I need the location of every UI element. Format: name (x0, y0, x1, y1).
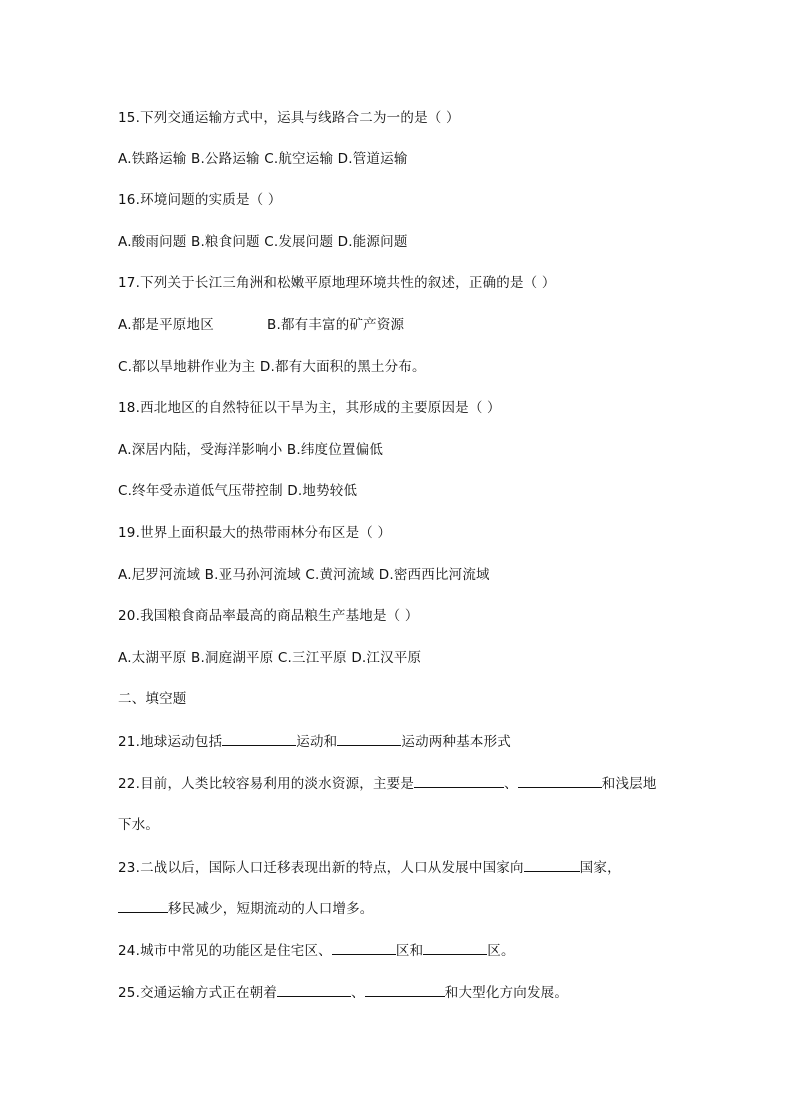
question-17-stem: 17.下列关于长江三角洲和松嫩平原地理环境共性的叙述，正确的是（ ） (118, 275, 556, 291)
question-19-options: A.尼罗河流域 B.亚马孙河流域 C.黄河流域 D.密西西比河流域 (118, 567, 490, 583)
question-17-option-b: B.都有丰富的矿产资源 (267, 317, 405, 333)
answer-blank[interactable] (337, 731, 401, 746)
question-22-text-1: 22.目前，人类比较容易利用的淡水资源，主要是 (118, 776, 415, 792)
question-17-options-cd: C.都以旱地耕作业为主 D.都有大面积的黑土分布。 (118, 359, 426, 375)
question-15-options: A.铁路运输 B.公路运输 C.航空运输 D.管道运输 (118, 151, 408, 167)
answer-blank[interactable] (518, 773, 602, 788)
question-24-text-3: 区。 (487, 943, 515, 959)
question-23-text-2: 国家， (579, 860, 621, 876)
answer-blank[interactable] (118, 898, 168, 913)
question-21-text-3: 运动两种基本形式 (401, 734, 511, 750)
question-15-stem: 15.下列交通运输方式中，运具与线路合二为一的是（ ） (118, 110, 460, 126)
question-23-text-3: 移民减少，短期流动的人口增多。 (168, 901, 374, 917)
answer-blank[interactable] (277, 982, 351, 997)
question-22-continued: 下水。 (118, 817, 160, 833)
question-22 (118, 773, 657, 794)
question-21-text-1: 21.地球运动包括 (118, 734, 223, 750)
question-17-option-a: A.都是平原地区 (118, 317, 214, 333)
question-20-options: A.太湖平原 B.洞庭湖平原 C.三江平原 D.江汉平原 (118, 650, 422, 666)
question-18-options-cd: C.终年受赤道低气压带控制 D.地势较低 (118, 483, 358, 499)
question-25 (118, 982, 568, 1003)
question-24-text-2: 区和 (395, 943, 424, 959)
question-22-text-3: 和浅层地 (601, 776, 657, 792)
answer-blank[interactable] (332, 940, 396, 955)
answer-blank[interactable] (423, 940, 487, 955)
question-24 (118, 940, 515, 961)
answer-blank[interactable] (365, 982, 445, 997)
question-16-stem: 16.环境问题的实质是（ ） (118, 192, 282, 208)
question-21-text-2: 运动和 (296, 734, 338, 750)
question-21 (118, 731, 511, 752)
question-23-text-1: 23.二战以后，国际人口迁移表现出新的特点，人口从发展中国家向 (118, 860, 524, 876)
question-25-text-2: 、 (351, 985, 365, 1001)
question-25-text-1: 25.交通运输方式正在朝着 (118, 985, 278, 1001)
answer-blank[interactable] (414, 773, 504, 788)
question-22-text-2: 、 (504, 776, 518, 792)
section-heading: 二、填空题 (118, 691, 187, 707)
question-25-text-3: 和大型化方向发展。 (444, 985, 569, 1001)
question-24-text-1: 24.城市中常见的功能区是住宅区、 (118, 943, 332, 959)
answer-blank[interactable] (222, 731, 296, 746)
question-23-continued (118, 898, 374, 919)
question-19-stem: 19.世界上面积最大的热带雨林分布区是（ ） (118, 525, 392, 541)
question-20-stem: 20.我国粮食商品率最高的商品粮生产基地是（ ） (118, 608, 419, 624)
question-18-stem: 18.西北地区的自然特征以干旱为主，其形成的主要原因是（ ） (118, 400, 501, 416)
question-18-options-ab: A.深居内陆，受海洋影响小 B.纬度位置偏低 (118, 442, 384, 458)
question-23 (118, 857, 621, 878)
answer-blank[interactable] (524, 857, 580, 872)
question-16-options: A.酸雨问题 B.粮食问题 C.发展问题 D.能源问题 (118, 234, 408, 250)
